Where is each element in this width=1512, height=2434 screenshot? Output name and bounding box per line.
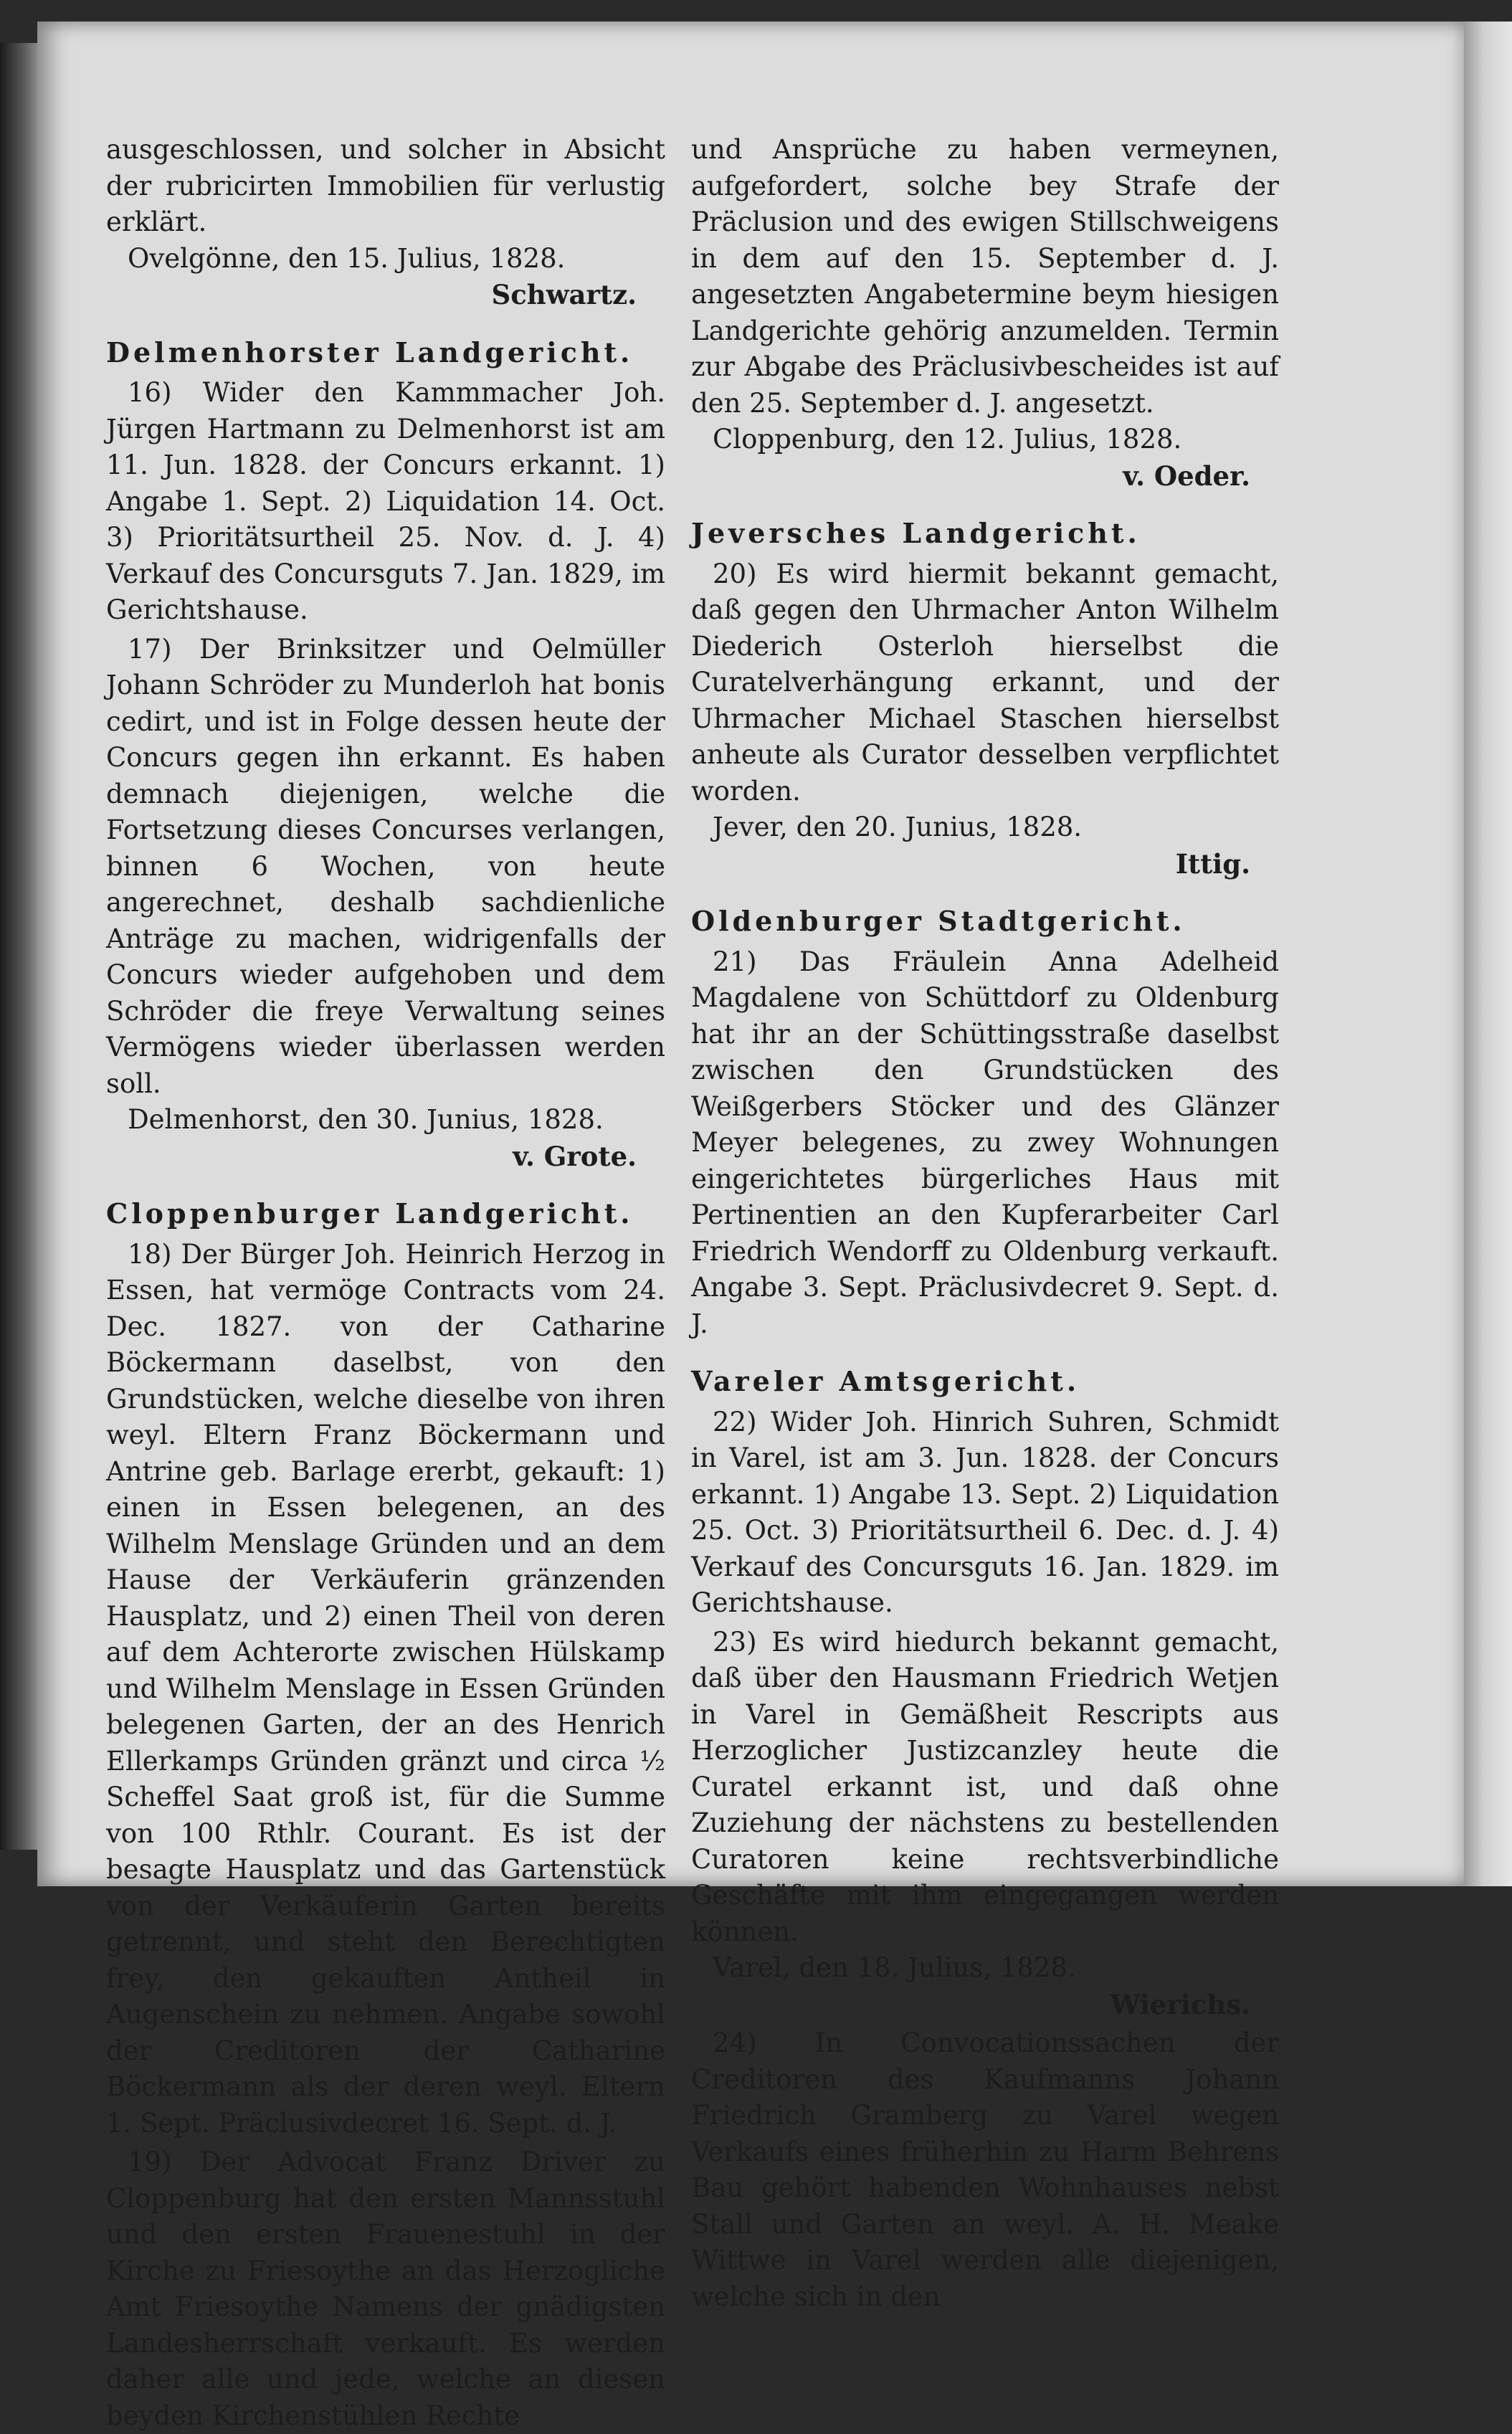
right-column [691,129,1279,2315]
place-date-line: Jever, den 20. Junius, 1828. [713,812,1083,842]
notice-paragraph: 22) Wider Joh. Hinrich Suhren, Schmidt in Varel, ist am 3. Jun. 1828. der Concurs erkannt. 1) Angabe 13. Sept. 2) Liquidation 25. Oct. 3) Prioritätsurtheil 6. Dec. d. J. 4) Verkauf des Concursguts 16. Jan. 1829. im Gerichtshause. [691,1406,1279,1618]
place-date-line: Ovelgönne, den 15. Julius, 1828. [128,242,566,274]
section-heading: Vareler Amtsgericht. [691,1365,1080,1397]
notice-paragraph: 18) Der Bürger Joh. Heinrich Herzog in Essen, hat vermöge Contracts vom 24. Dec. 1827. von der Catharine Böckermann daselbst, von den Grundstücken, welche dieselbe von ihren weyl. Eltern Franz Böckermann und Antrine geb. Barlage ererbt, gekauft: 1) einen in Essen belegenen, an des Wilhelm Menslage Gründen und an dem Hause der Verkäuferin gränzenden Hausplatz, und 2) einen Theil von deren auf dem Achterorte zwischen Hülskamp und Wilhelm Menslage in Essen Gründen belegenen Garten, der an des Henrich Ellerkamps Gründen gränzt und circa ½ Scheffel Saat groß ist, für die Summe von 100 Rthlr. Courant. Es ist der besagte Hausplatz und das Gartenstück von der Verkäuferin Garten bereits getrennt, und steht den Berechtigten frey, den gekauften Antheil in Augenschein zu nehmen. Angabe sowohl der Creditoren der Catharine Böckermann als der deren weyl. Eltern 1. Sept. Präclusivdecret 16. Sept. d. J. [106,1238,665,2139]
notice-paragraph: 16) Wider den Kammmacher Joh. Jürgen Hartmann zu Delmenhorst ist am 11. Jun. 1828. der Concurs erkannt. 1) Angabe 1. Sept. 2) Liquidation 14. Oct. 3) Prioritätsurtheil 25. Nov. d. J. 4) Verkauf des Concursguts 7. Jan. 1829, im Gerichtshause. [106,377,665,625]
notice-paragraph: 19) Der Advocat Franz Driver zu Cloppenburg hat den ersten Mannsstuhl und den ersten Frauenestuhl in der Kirche zu Friesoythe an das Herzogliche Amt Friesoythe Namens der gnädigsten Landesherrschaft verkauft. Es werden daher alle und jede, welche an diesen beyden Kirchenstühlen Rechte [106,2147,665,2431]
section-heading: Cloppenburger Landgericht. [106,1197,634,1230]
notice-paragraph: ausgeschlossen, und solcher in Absicht der rubricirten Immobilien für verlustig erklärt. [106,134,665,237]
signature: Wierichs. [1110,1988,1250,2020]
signature: v. Oeder. [1123,460,1250,492]
notice-paragraph: 21) Das Fräulein Anna Adelheid Magdalene von Schüttdorf zu Oldenburg hat ihr an der Schüttingsstraße daselbst zwischen den Grundstücken des Weißgerbers Stöcker und des Glänzer Meyer belegenes, zu zwey Wohnungen eingerichtetes bürgerliches Haus mit Pertinentien an den Kupferarbeiter Carl Friedrich Wendorff zu Oldenburg verkauft. Angabe 3. Sept. Präclusivdecret 9. Sept. d. J. [691,946,1279,1339]
book-edge [0,43,37,1850]
section-heading: Jeversches Landgericht. [691,517,1141,549]
notice-paragraph: 23) Es wird hiedurch bekannt gemacht, daß über den Hausmann Friedrich Wetjen in Varel in Gemäßheit Rescripts aus Herzoglicher Justizcanzley heute die Curatel erkannt ist, und daß ohne Zuziehung der nächstens zu bestellenden Curatoren keine rechtsverbindliche Geschäfte mit ihm eingegangen werden können. [691,1626,1279,1947]
signature: v. Grote. [513,1140,637,1172]
section-heading: Oldenburger Stadtgericht. [691,905,1186,937]
signature: Ittig. [1175,847,1250,880]
place-date-line: Cloppenburg, den 12. Julius, 1828. [713,424,1182,455]
place-date-line: Varel, den 18. Julius, 1828. [713,1952,1076,1983]
notice-paragraph: 20) Es wird hiermit bekannt gemacht, daß gegen den Uhrmacher Anton Wilhelm Diederich Osterloh hierselbst die Curatelverhängung erkannt, und der Uhrmacher Michael Staschen hierselbst anheute als Curator desselben verpflichtet worden. [691,558,1279,807]
notice-paragraph: 24) In Convocationssachen der Creditoren des Kaufmanns Johann Friedrich Gramberg zu Varel wegen Verkaufs eines früherhin zu Harm Behrens Bau gehört habenden Wohnhauses nebst Stall und Garten an weyl. A. H. Meake Wittwe in Varel werden alle diejenigen, welche sich in den [691,2027,1279,2312]
left-column [106,129,665,2434]
notice-paragraph: 17) Der Brinksitzer und Oelmüller Johann Schröder zu Munderloh hat bonis cedirt, und ist in Folge dessen heute der Concurs gegen ihn erkannt. Es haben demnach diejenigen, welche die Fortsetzung dieses Concurses verlangen, binnen 6 Wochen, von heute angerechnet, deshalb sachdienliche Anträge zu machen, widrigenfalls der Concurs wieder aufgehoben und dem Schröder die freye Verwaltung seines Vermögens wieder überlassen werden soll. [106,633,665,1099]
signature: Schwartz. [491,279,637,310]
place-date-line: Delmenhorst, den 30. Junius, 1828. [128,1104,604,1135]
section-heading: Delmenhorster Landgericht. [106,336,634,369]
page-edge-shadow [1464,22,1512,1886]
notice-paragraph: und Ansprüche zu haben vermeynen, aufgefordert, solche bey Strafe der Präclusion und des ewigen Stillschweigens in dem auf den 15. September d. J. angesetzten Angabetermine beym hiesigen Landgerichte gehörig anzumelden. Termin zur Abgabe des Präclusivbescheides ist auf den 25. September d. J. angesetzt. [691,134,1279,419]
document-page [37,22,1464,2431]
